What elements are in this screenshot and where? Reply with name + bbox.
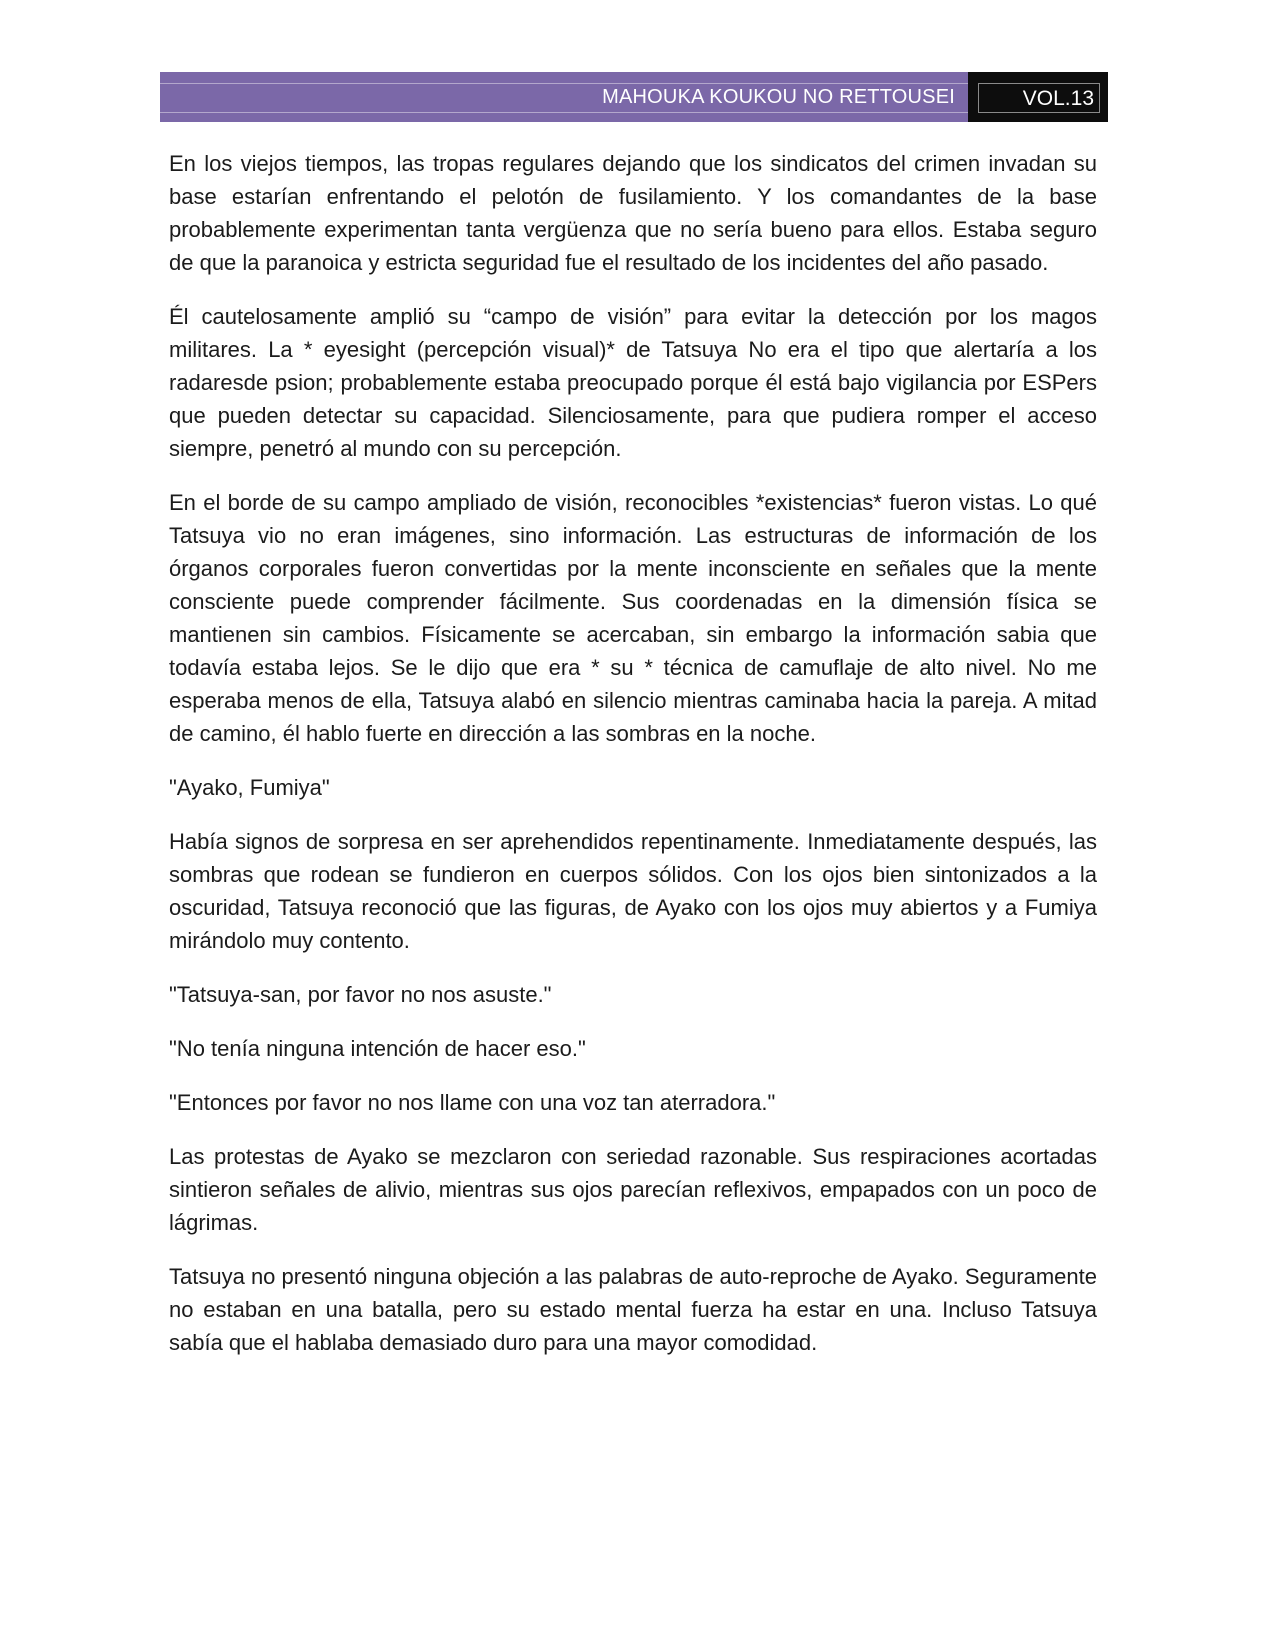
- narrative-paragraph-1: En los viejos tiempos, las tropas regulares dejando que los sindicatos del crimen invadan su base estarían enfrentando el pelotón de fusilamiento. Y los comandantes de la base probablemente experimentan tanta vergüenza que no sería bueno para ellos. Estaba seguro de que la paranoica y estricta seguridad fue el resultado de los incidentes del año pasado.: [169, 151, 1097, 275]
- narrative-paragraph-2: Él cautelosamente amplió su “campo de visión” para evitar la detección por los magos militares. La * eyesight (percepción visual)* de Tatsuya No era el tipo que alertaría a los radaresde psion; probablemente estaba preocupado porque él está bajo vigilancia por ESPers que pueden detectar su capacidad. Silenciosamente, para que pudiera romper el acceso siempre, penetró al mundo con su percepción.: [169, 304, 1097, 461]
- header-title: MAHOUKA KOUKOU NO RETTOUSEI: [602, 86, 955, 108]
- volume-box: [968, 72, 1108, 122]
- narrative-paragraph-5: Las protestas de Ayako se mezclaron con seriedad razonable. Sus respiraciones acortadas sintieron señales de alivio, mientras sus ojos parecían reflexivos, empapados con un poco de lágrimas.: [169, 1144, 1097, 1235]
- dialogue-line-3: "No tenía ninguna intención de hacer eso.": [169, 1036, 586, 1061]
- chapter-header-bar: [160, 72, 1108, 122]
- narrative-paragraph-3: En el borde de su campo ampliado de visión, reconocibles *existencias* fueron vistas. Lo qué Tatsuya vio no eran imágenes, sino información. Las estructuras de información de los órganos corporales fueron convertidas por la mente inconsciente en señales que la mente consciente puede comprender fácilmente. Sus coordenadas en la dimensión física se mantienen sin cambios. Físicamente se acercaban, sin embargo la información sabia que todavía estaba lejos. Se le dijo que era * su * técnica de camuflaje de alto nivel. No me esperaba menos de ella, Tatsuya alabó en silencio mientras caminaba hacia la pareja. A mitad de camino, él hablo fuerte en dirección a las sombras en la noche.: [169, 490, 1097, 746]
- narrative-paragraph-6: Tatsuya no presentó ninguna objeción a las palabras de auto-reproche de Ayako. Seguramente no estaban en una batalla, pero su estado mental fuerza ha estar en una. Incluso Tatsuya sabía que el hablaba demasiado duro para una mayor comodidad.: [169, 1264, 1097, 1355]
- dialogue-line-4: "Entonces por favor no nos llame con una voz tan aterradora.": [169, 1090, 776, 1115]
- header-title-band: [160, 72, 968, 122]
- dialogue-line-2: "Tatsuya-san, por favor no nos asuste.": [169, 982, 552, 1007]
- dialogue-line-1: "Ayako, Fumiya": [169, 775, 330, 800]
- body-text: [169, 147, 1097, 1380]
- volume-label: VOL.13: [978, 83, 1100, 113]
- narrative-paragraph-4: Había signos de sorpresa en ser aprehendidos repentinamente. Inmediatamente después, las sombras que rodean se fundieron en cuerpos sólidos. Con los ojos bien sintonizados a la oscuridad, Tatsuya reconoció que las figuras, de Ayako con los ojos muy abiertos y a Fumiya mirándolo muy contento.: [169, 829, 1097, 953]
